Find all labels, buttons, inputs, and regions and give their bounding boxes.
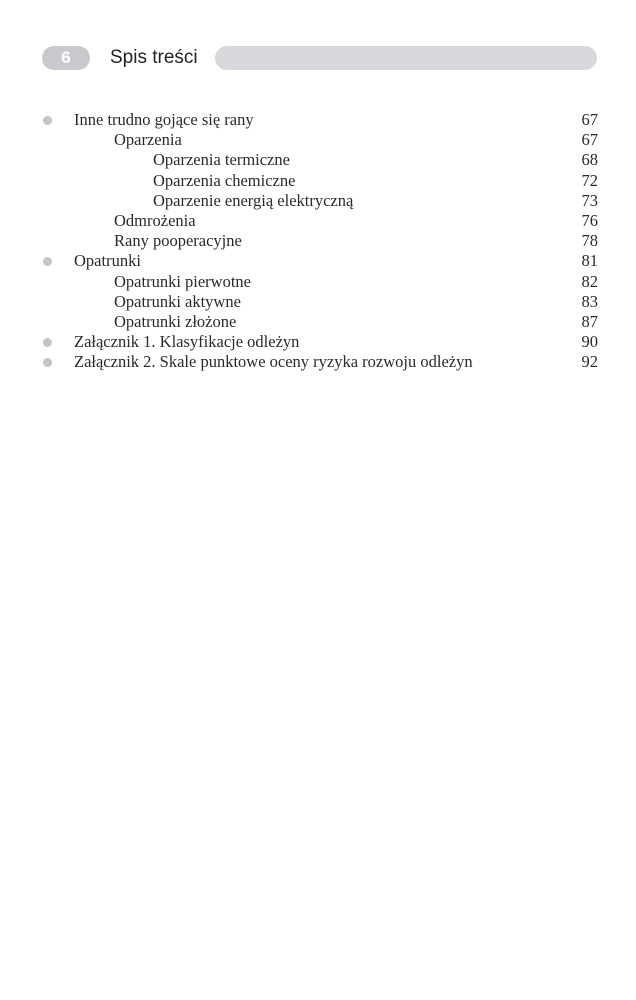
toc-entry-page: 83 (581, 291, 598, 311)
toc-entry-page: 87 (581, 311, 598, 331)
toc-entry-title: Rany pooperacyjne (114, 231, 242, 251)
bullet-icon (43, 338, 52, 347)
toc-entry (0, 332, 636, 352)
toc-entry-page: 76 (581, 210, 598, 230)
toc-entry-page: 92 (581, 352, 598, 372)
toc-entry-title: Inne trudno gojące się rany (74, 110, 254, 129)
toc-entry-title: Załącznik 1. Klasyfikacje odleżyn (74, 332, 300, 352)
toc-entry-title: Opatrunki pierwotne (114, 271, 252, 291)
toc-entry-title: Oparzenia termiczne (153, 150, 290, 170)
toc-entry (0, 130, 636, 150)
toc-entry-page: 81 (581, 251, 598, 271)
toc-entry-page: 68 (581, 150, 598, 170)
toc-entry-page: 73 (581, 190, 598, 210)
toc-entry-title: Oparzenia (114, 130, 182, 150)
toc-entry (0, 150, 636, 170)
toc-entry (0, 251, 636, 271)
toc-entry (0, 312, 636, 332)
toc-entry (0, 231, 636, 251)
toc-entry (0, 352, 636, 372)
page-number-badge: 6 (42, 46, 90, 70)
toc-entry (0, 171, 636, 191)
toc-entry-title: Opatrunki złożone (114, 311, 237, 331)
toc-entry-page: 90 (581, 332, 598, 352)
table-of-contents (0, 110, 636, 372)
bullet-icon (43, 358, 52, 367)
toc-entry-page: 67 (581, 130, 598, 150)
toc-entry (0, 110, 636, 130)
bullet-icon (43, 257, 52, 266)
toc-entry (0, 211, 636, 231)
toc-entry-page: 78 (581, 231, 598, 251)
toc-entry (0, 272, 636, 292)
toc-entry-title: Oparzenia chemiczne (153, 170, 296, 190)
toc-entry-page: 67 (581, 110, 598, 129)
toc-entry-page: 82 (581, 271, 598, 291)
page-title: Spis treści (110, 47, 198, 68)
toc-entry (0, 191, 636, 211)
toc-entry-title: Oparzenie energią elektryczną (153, 190, 354, 210)
toc-entry-title: Załącznik 2. Skale punktowe oceny ryzyka rozwoju odleżyn (74, 352, 473, 372)
toc-entry (0, 292, 636, 312)
toc-entry-page: 72 (581, 170, 598, 190)
header-decorative-bar (215, 46, 597, 70)
toc-entry-title: Opatrunki (74, 251, 141, 271)
toc-entry-title: Odmrożenia (114, 210, 196, 230)
toc-entry-title: Opatrunki aktywne (114, 291, 241, 311)
bullet-icon (43, 116, 52, 125)
